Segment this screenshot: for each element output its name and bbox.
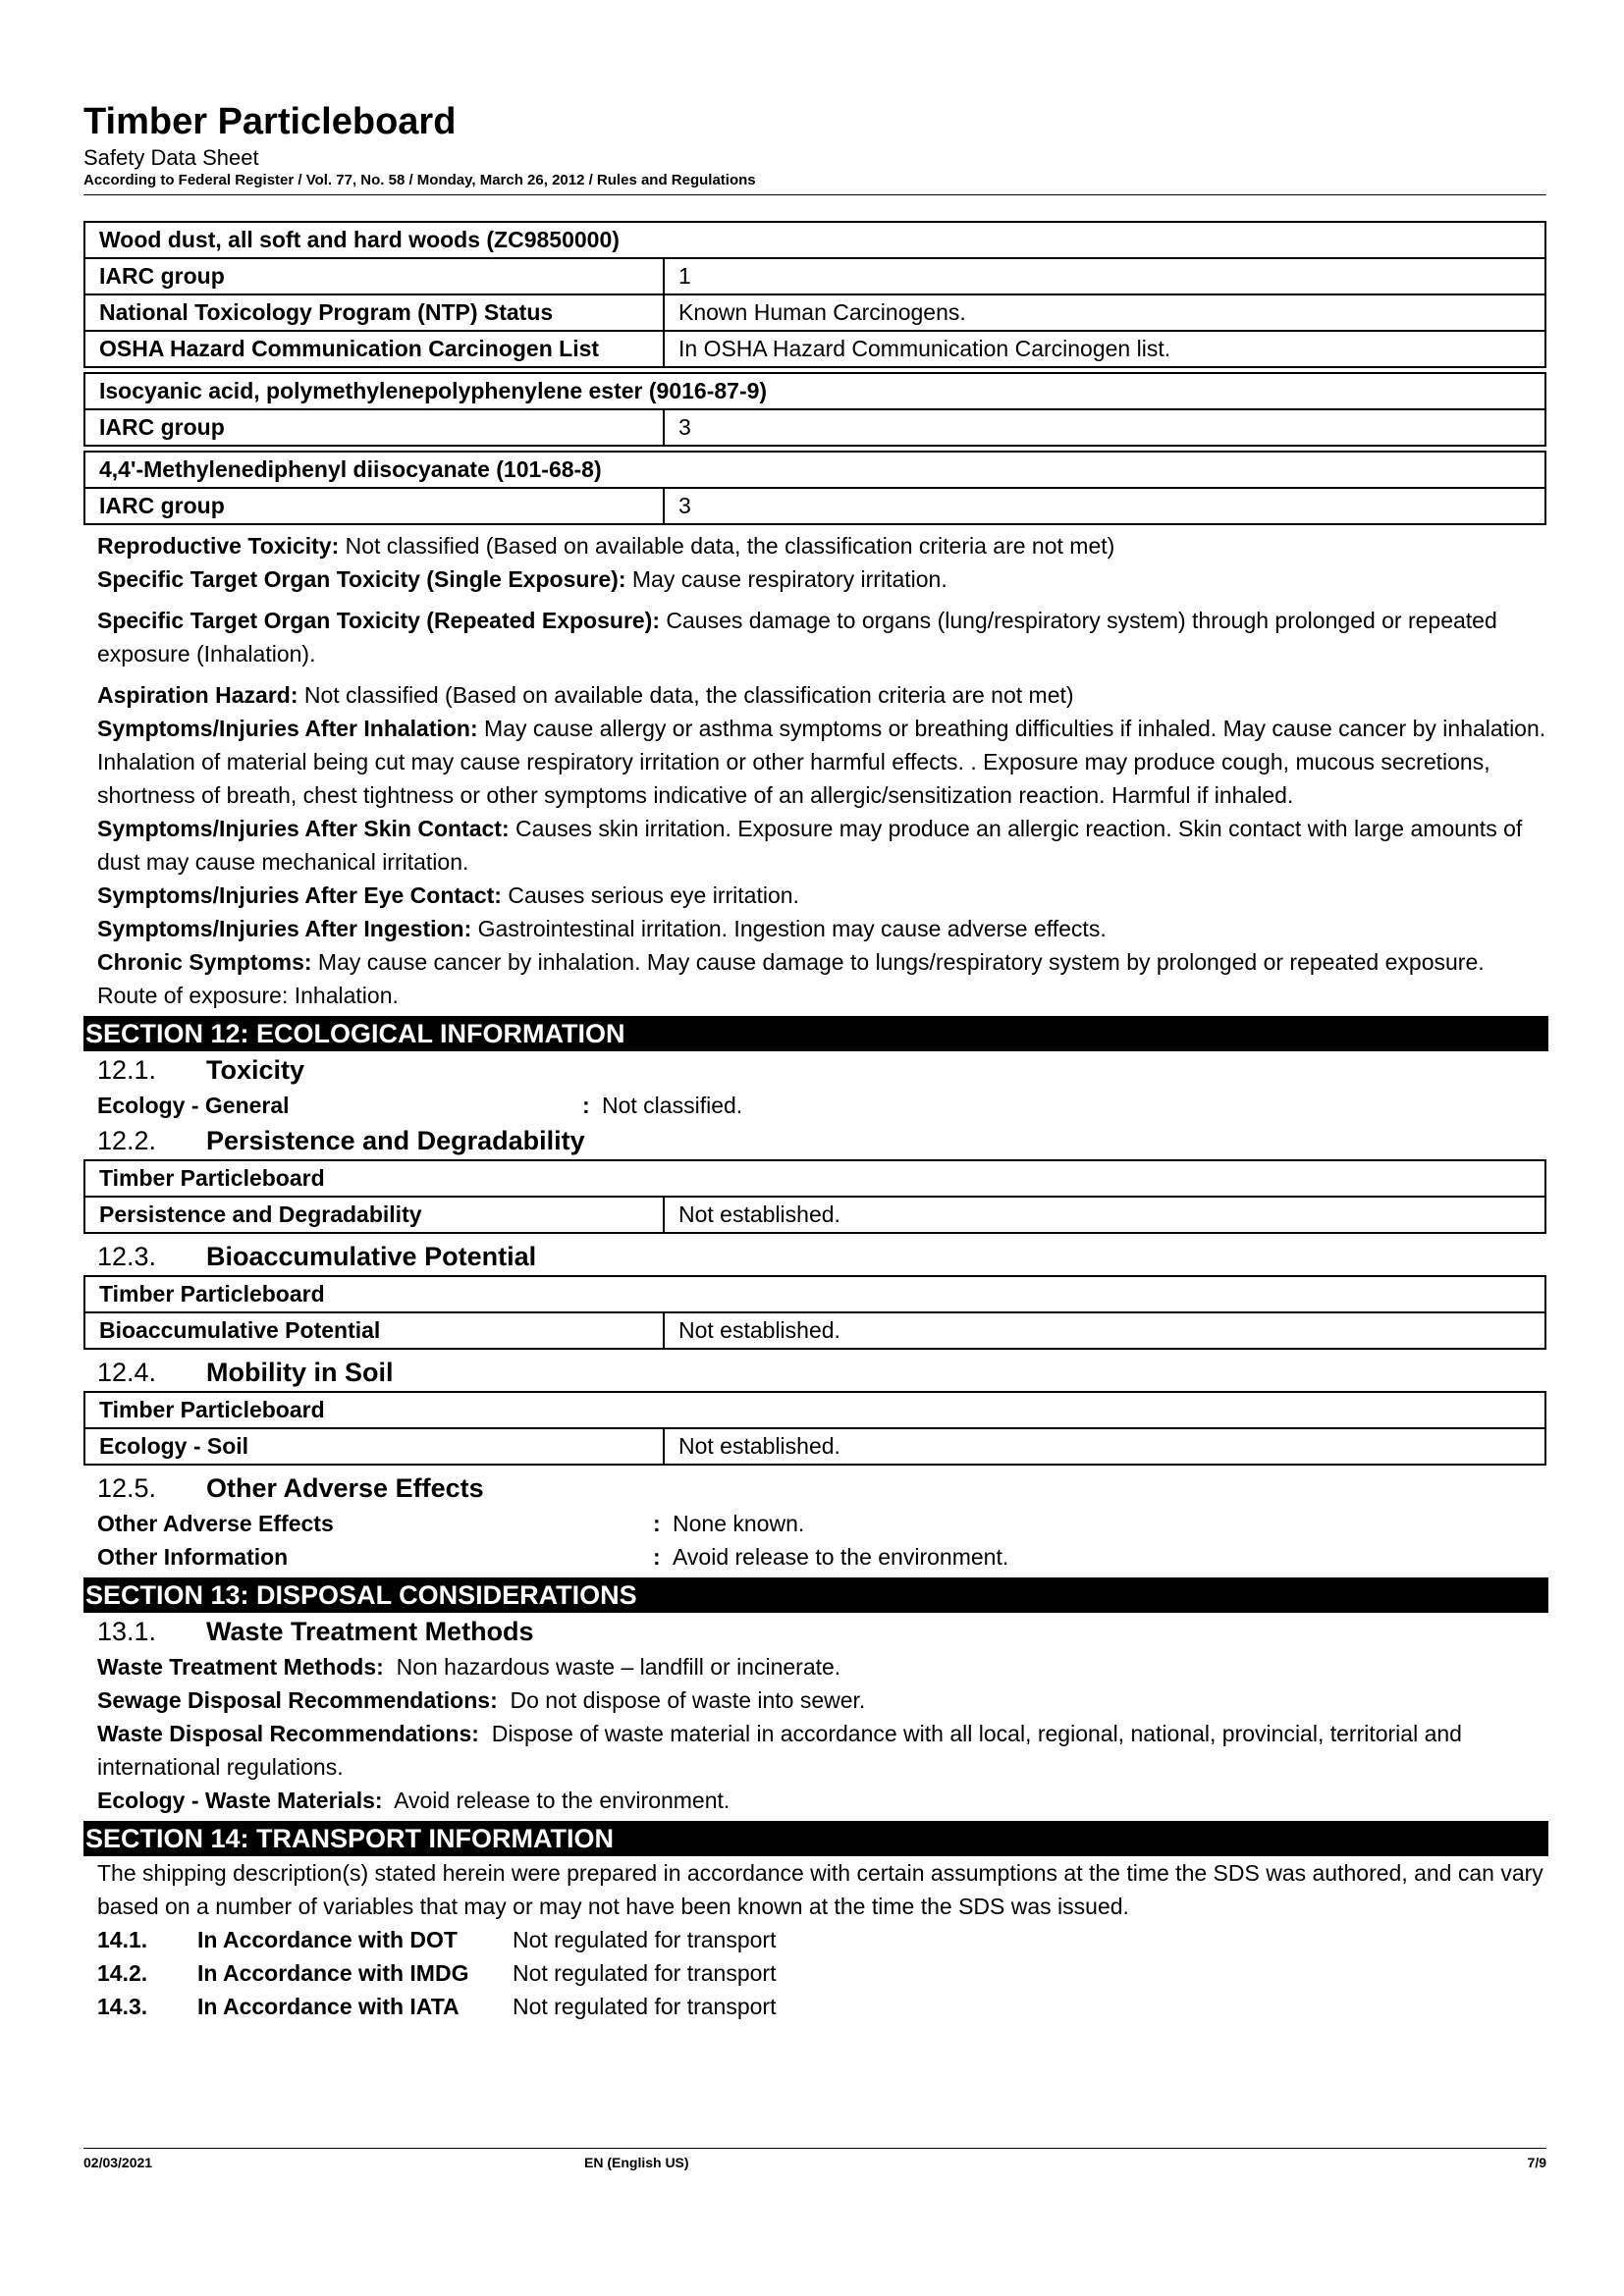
stot-repeated: Specific Target Organ Toxicity (Repeated Exposure): Causes damage to organs (lung/respiratory system) through prolonged or repeated exposure (Inhalation). — [97, 608, 1497, 667]
table-head: 4,4'-Methylenediphenyl diisocyanate (101-68-8) — [84, 452, 1545, 488]
chronic-symptoms: Chronic Symptoms: May cause cancer by inhalation. May cause damage to lungs/respiratory system by prolonged or repeated exposure. Route of exposure: Inhalation. — [97, 949, 1485, 1008]
symptoms-eye: Symptoms/Injuries After Eye Contact: Causes serious eye irritation. — [97, 882, 799, 908]
other-information: Other Information : Avoid release to the environment. — [97, 1544, 1009, 1570]
subsection-13-1: 13.1. Waste Treatment Methods — [97, 1617, 534, 1646]
stot-single: Specific Target Organ Toxicity (Single Exposure): May cause respiratory irritation. — [97, 566, 947, 592]
symptoms-skin: Symptoms/Injuries After Skin Contact: Causes skin irritation. Exposure may produce an allergic reaction. Skin contact with large amounts of dust may cause mechanical irritation. — [97, 816, 1523, 875]
document-header — [83, 98, 1556, 195]
section-13-header: SECTION 13: DISPOSAL CONSIDERATIONS — [83, 1577, 1548, 1613]
transport-row-iata: 14.3. In Accordance with IATA Not regulated for transport — [97, 1994, 777, 2019]
sewage-disposal: Sewage Disposal Recommendations: Do not dispose of waste into sewer. — [97, 1687, 866, 1713]
transport-row-dot: 14.1. In Accordance with DOT Not regulated for transport — [97, 1927, 777, 1952]
footer-language: EN (English US) — [584, 2155, 689, 2170]
transport-intro: The shipping description(s) stated herein were prepared in accordance with certain assumptions at the time the SDS was authored, and can vary based on a number of variables that may or may not have been known at the time the SDS was issued. — [97, 1860, 1543, 1919]
mobility-table: Timber Particleboard Ecology - Soil Not established. — [83, 1391, 1546, 1466]
subsection-12-3: 12.3. Bioaccumulative Potential — [97, 1242, 537, 1271]
carcinogen-table-mdi — [83, 451, 1546, 525]
table-row: OSHA Hazard Communication Carcinogen List In OSHA Hazard Communication Carcinogen list. — [84, 331, 1545, 367]
waste-disposal: Waste Disposal Recommendations: Dispose of waste material in accordance with all local, regional, national, provincial, territorial and international regulations. — [97, 1721, 1469, 1780]
section-14-header: SECTION 14: TRANSPORT INFORMATION — [83, 1821, 1548, 1856]
page-footer — [83, 2148, 1546, 2170]
table-row: Bioaccumulative Potential Not established. — [84, 1312, 1545, 1349]
table-row: National Toxicology Program (NTP) Status Known Human Carcinogens. — [84, 294, 1545, 331]
table-head: Wood dust, all soft and hard woods (ZC9850000) — [84, 222, 1545, 258]
document-title: Timber Particleboard — [83, 101, 457, 142]
carcinogen-table-wood-dust — [83, 221, 1546, 368]
footer-date: 02/03/2021 — [83, 2155, 153, 2170]
symptoms-inhalation: Symptoms/Injuries After Inhalation: May cause allergy or asthma symptoms or breathing difficulties if inhaled. May cause cancer by inhalation. Inhalation of material being cut may cause respiratory irritation or other harmful effects. . Exposure may produce cough, mucous secretions, shortness of breath, chest tightness or other symptoms indicative of an allergic/sensitization reaction. Harmful if inhaled. — [97, 716, 1546, 808]
table-row: IARC group 3 — [84, 409, 1545, 446]
document-subtitle: Safety Data Sheet — [83, 145, 259, 170]
waste-treatment-methods: Waste Treatment Methods: Non hazardous waste – landfill or incinerate. — [97, 1654, 841, 1680]
subsection-12-4: 12.4. Mobility in Soil — [97, 1358, 394, 1387]
table-row: IARC group 1 — [84, 258, 1545, 294]
subsection-12-1: 12.1. Toxicity — [97, 1055, 305, 1085]
other-adverse-effects: Other Adverse Effects : None known. — [97, 1511, 805, 1536]
carcinogen-table-isocyanic-acid — [83, 372, 1546, 447]
ecology-waste-materials: Ecology - Waste Materials: Avoid release to the environment. — [97, 1788, 731, 1813]
ecology-general: Ecology - General : Not classified. — [97, 1093, 743, 1118]
regulation-reference: According to Federal Register / Vol. 77, No. 58 / Monday, March 26, 2012 / Rules and Regulations — [83, 171, 1546, 195]
subsection-12-5: 12.5. Other Adverse Effects — [97, 1473, 484, 1503]
table-head: Isocyanic acid, polymethylenepolyphenylene ester (9016-87-9) — [84, 373, 1545, 409]
footer-page-number: 7/9 — [1527, 2155, 1546, 2170]
symptoms-ingestion: Symptoms/Injuries After Ingestion: Gastrointestinal irritation. Ingestion may cause adverse effects. — [97, 916, 1107, 941]
table-row: Ecology - Soil Not established. — [84, 1428, 1545, 1465]
table-row: Persistence and Degradability Not established. — [84, 1197, 1545, 1233]
subsection-12-2: 12.2. Persistence and Degradability — [97, 1126, 585, 1155]
persistence-table: Timber Particleboard Persistence and Degradability Not established. — [83, 1159, 1546, 1234]
reproductive-toxicity: Reproductive Toxicity: Not classified (Based on available data, the classification criteria are not met) — [97, 533, 1115, 559]
table-row: IARC group 3 — [84, 488, 1545, 524]
bioaccumulative-table: Timber Particleboard Bioaccumulative Potential Not established. — [83, 1275, 1546, 1350]
transport-row-imdg: 14.2. In Accordance with IMDG Not regulated for transport — [97, 1960, 777, 1986]
section-12-header: SECTION 12: ECOLOGICAL INFORMATION — [83, 1016, 1548, 1051]
aspiration-hazard: Aspiration Hazard: Not classified (Based on available data, the classification criteria are not met) — [97, 682, 1074, 708]
document-body — [83, 221, 1556, 2023]
